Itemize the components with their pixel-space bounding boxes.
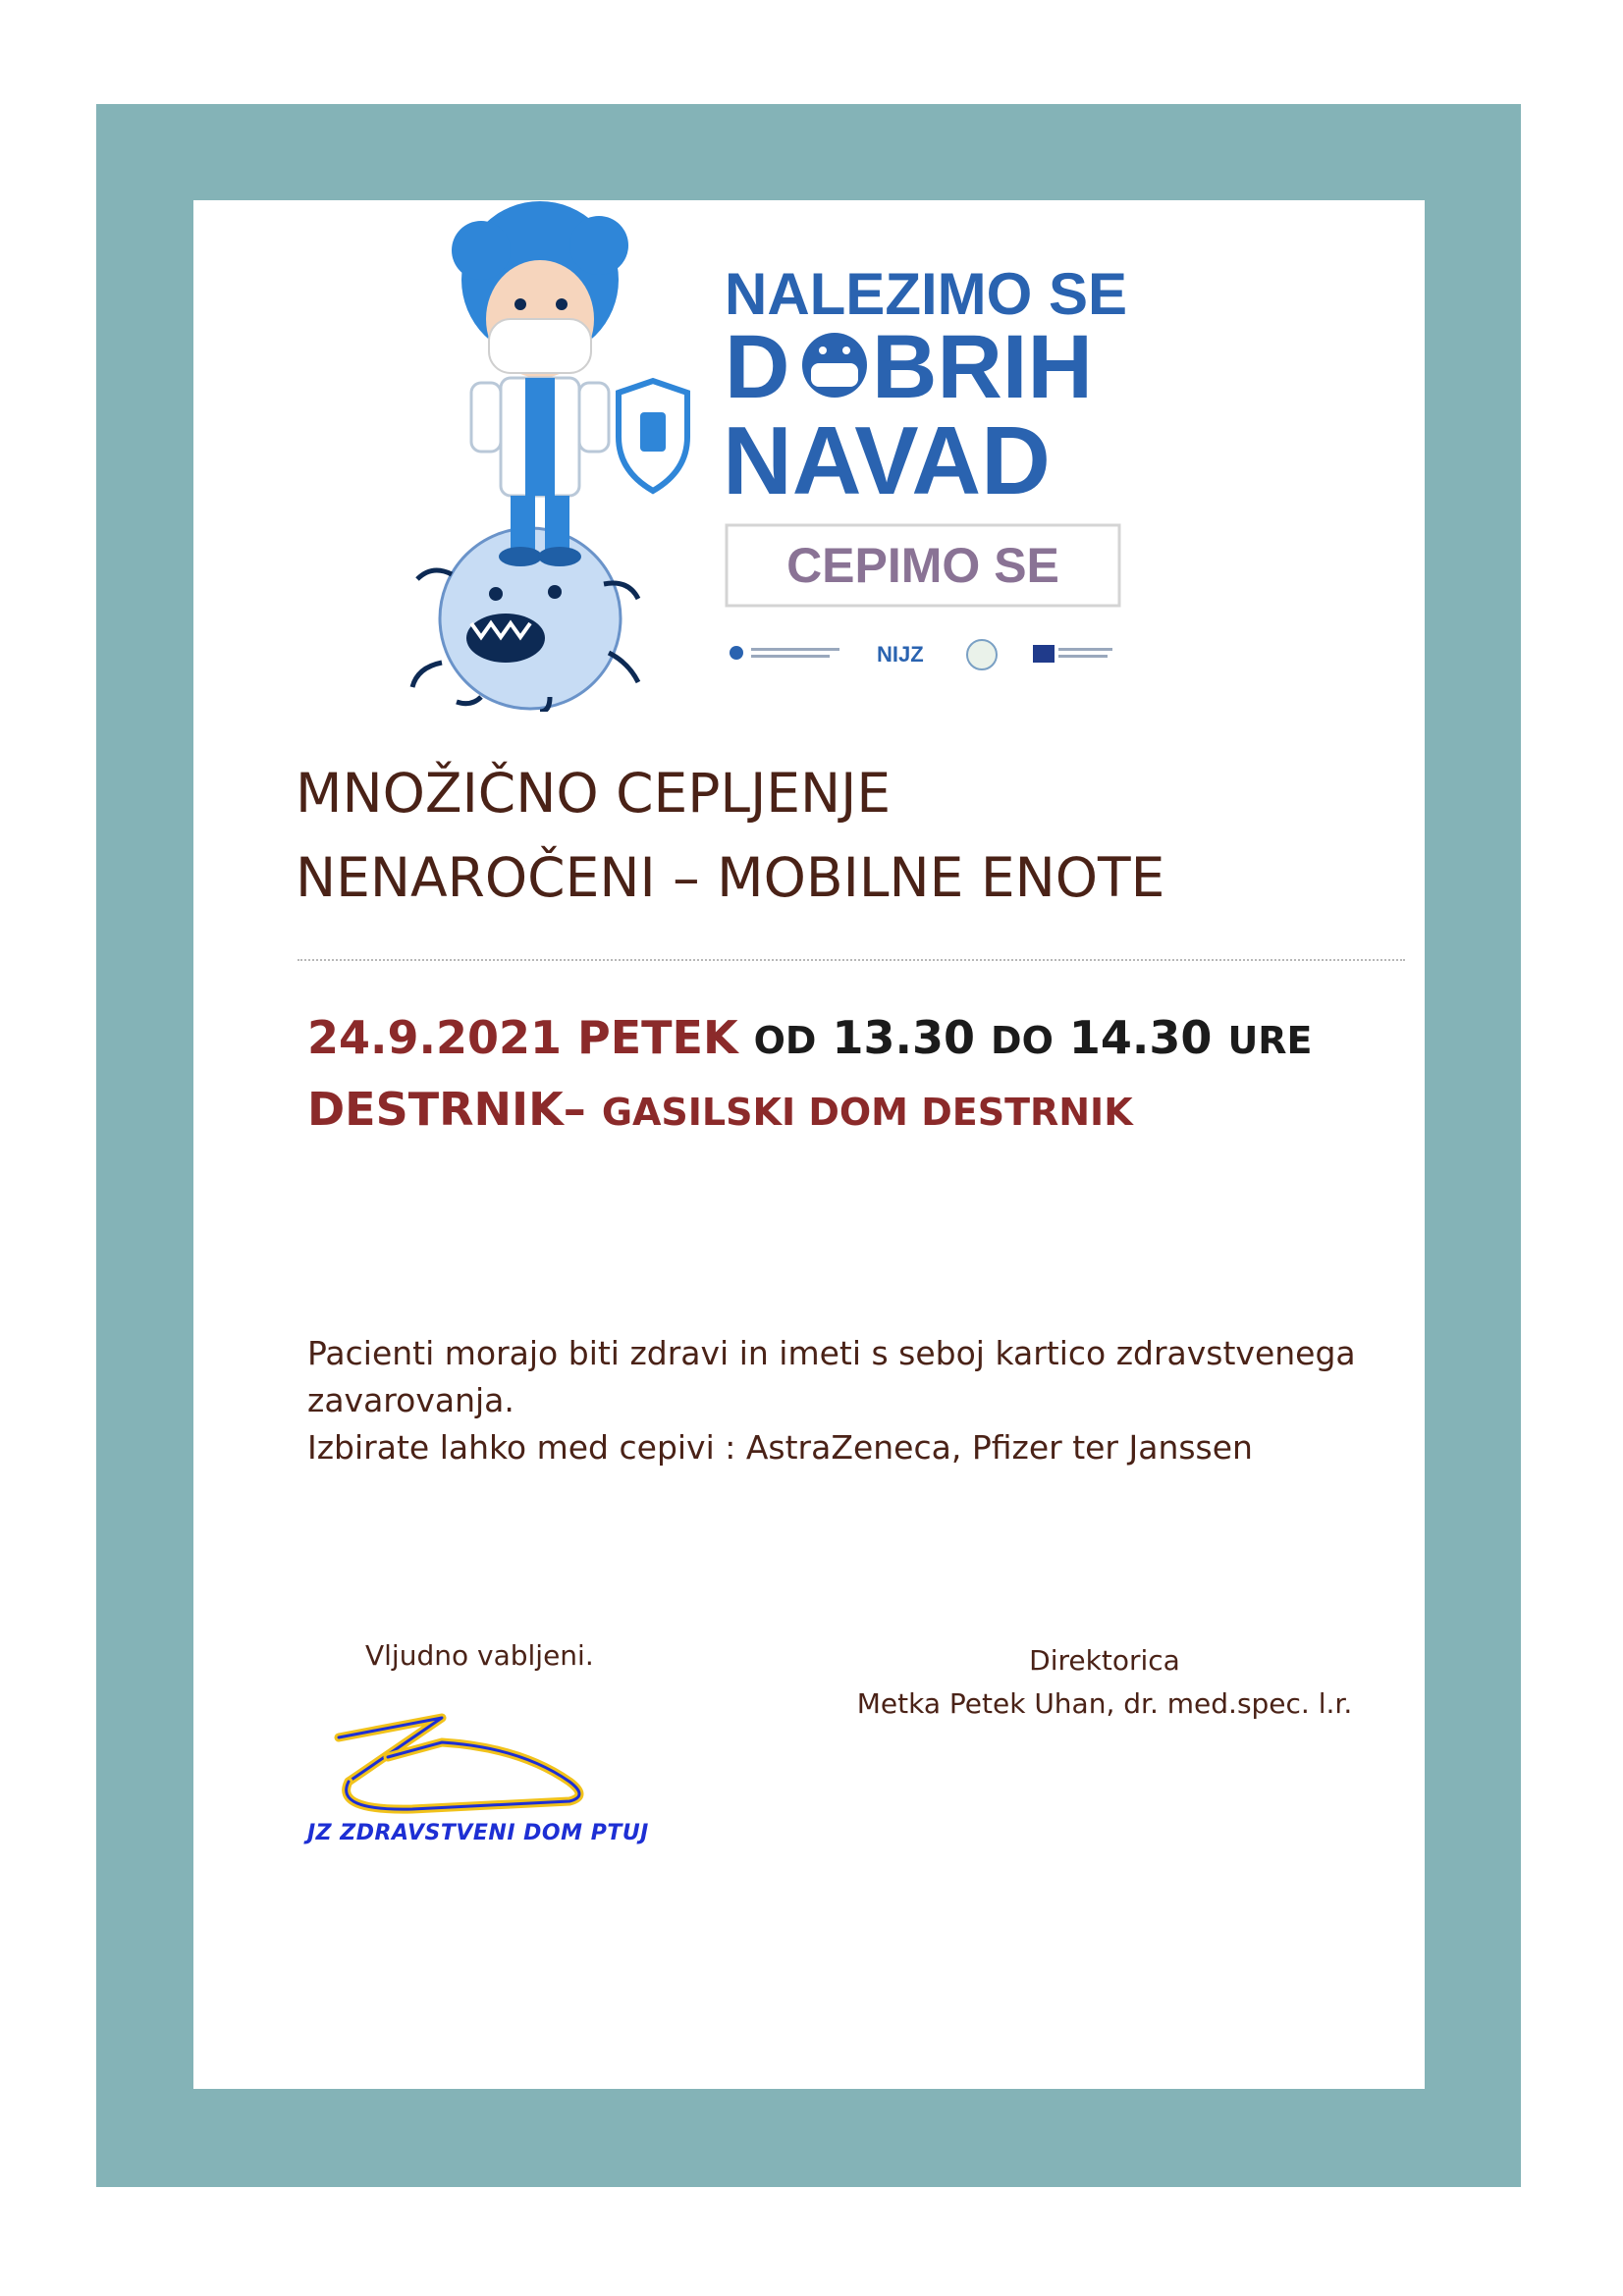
- event-from-time: 13.30: [832, 1011, 976, 1064]
- event-unit: URE: [1227, 1019, 1313, 1062]
- event-location-line: [307, 1075, 1387, 1147]
- sponsor-logos: [730, 640, 1112, 669]
- signature-block: [785, 1639, 1424, 1726]
- event-date: 24.9.2021: [307, 1011, 562, 1064]
- campaign-line2-pre: D: [725, 317, 790, 417]
- campaign-banner: [373, 201, 1139, 712]
- eu-flag-icon: [1033, 645, 1055, 663]
- poster-title: [296, 751, 1376, 920]
- mask-face-icon: [802, 333, 867, 398]
- signer-role: Direktorica: [1029, 1644, 1180, 1677]
- shield-icon: [619, 381, 687, 491]
- greeting: Vljudno vabljeni.: [365, 1639, 594, 1672]
- event-to-time: 14.30: [1068, 1011, 1213, 1064]
- event-from-label: OD: [753, 1019, 817, 1062]
- organization-name: JZ ZDRAVSTVENI DOM PTUJ: [307, 1821, 649, 1845]
- doctor-illustration: [452, 201, 628, 566]
- event-to-label: DO: [991, 1019, 1054, 1062]
- event-details: [307, 1003, 1387, 1147]
- campaign-badge: CEPIMO SE: [786, 538, 1059, 593]
- sponsor-nijz: NIJZ: [877, 642, 924, 667]
- info-text: [307, 1330, 1387, 1471]
- info-paragraph-2: Izbirate lahko med cepivi : AstraZeneca, Pfizer ter Janssen: [307, 1428, 1253, 1467]
- sponsor-emblem-icon: [967, 640, 997, 669]
- event-day: PETEK: [577, 1011, 738, 1064]
- event-date-line: [307, 1003, 1387, 1075]
- info-paragraph-1: Pacienti morajo biti zdravi in imeti s seboj kartico zdravstvenega zavarovanja.: [307, 1334, 1356, 1419]
- campaign-line1: NALEZIMO SE: [725, 261, 1128, 327]
- event-place: DESTRNIK–: [307, 1083, 586, 1136]
- event-venue: GASILSKI DOM DESTRNIK: [601, 1091, 1133, 1134]
- campaign-line3: NAVAD: [723, 406, 1051, 514]
- campaign-line2-post: BRIH: [872, 317, 1093, 417]
- campaign-slogan: [723, 261, 1127, 606]
- title-line2: NENAROČENI – MOBILNE ENOTE: [296, 846, 1165, 909]
- dotted-divider: [298, 959, 1405, 961]
- ministry-logo-icon: [730, 646, 743, 660]
- title-line1: MNOŽIČNO CEPLJENJE: [296, 762, 892, 825]
- signer-name: Metka Petek Uhan, dr. med.spec. l.r.: [856, 1687, 1353, 1720]
